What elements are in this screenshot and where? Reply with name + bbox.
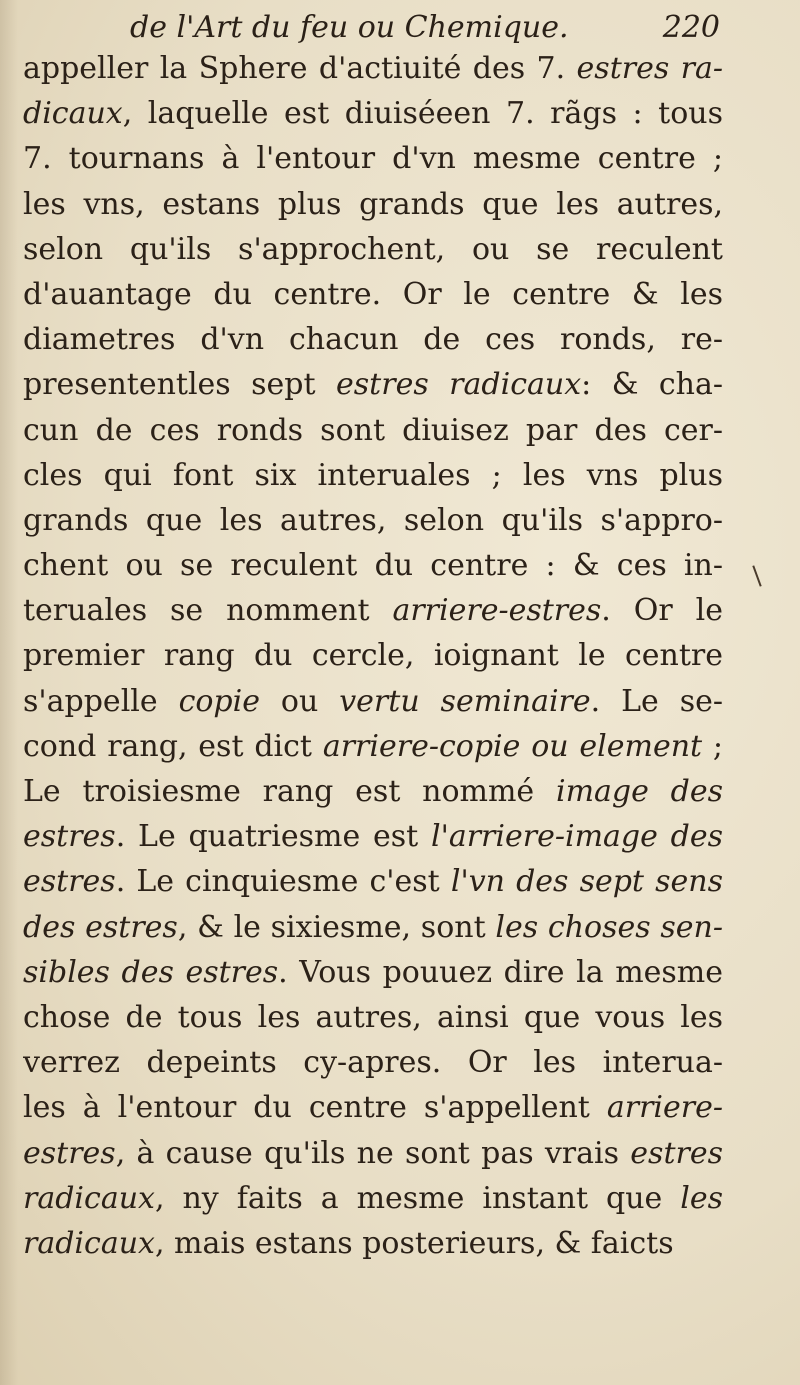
text-line bbox=[23, 543, 723, 588]
text-line bbox=[23, 46, 723, 91]
text-segment: chose de tous les autres, ainsi que vous les bbox=[23, 999, 723, 1035]
text-line bbox=[23, 1176, 723, 1221]
italic-text-segment: dicaux bbox=[23, 96, 123, 132]
italic-text-segment: des estres bbox=[23, 909, 178, 945]
italic-text-segment: sibles des estres bbox=[23, 954, 279, 990]
text-segment: Le troisiesme rang est nommé bbox=[23, 774, 556, 809]
text-segment: 7. tournans à l'entour d'vn mesme centre ; bbox=[23, 141, 723, 177]
running-header bbox=[130, 8, 720, 48]
text-line bbox=[23, 1040, 723, 1085]
italic-text-segment: estres bbox=[23, 819, 116, 855]
text-line bbox=[23, 633, 723, 678]
italic-text-segment: l'vn des sept sens bbox=[450, 864, 723, 900]
text-line bbox=[23, 317, 723, 362]
text-segment: , mais estans posterieurs, & faicts bbox=[154, 1225, 674, 1261]
text-segment: . Le quatriesme est bbox=[115, 819, 431, 855]
text-line bbox=[23, 679, 723, 724]
text-segment: selon qu'ils s'approchent, ou se reculent bbox=[23, 231, 723, 267]
text-segment: presententles sept bbox=[23, 367, 337, 403]
text-segment: diametres d'vn chacun de ces ronds, re- bbox=[23, 322, 723, 358]
italic-text-segment: arriere-estres bbox=[392, 593, 602, 629]
margin-mark bbox=[752, 565, 761, 586]
text-segment: , ny faits a mesme instant que bbox=[154, 1180, 681, 1216]
text-line bbox=[23, 227, 723, 272]
italic-text-segment: arriere-copie ou element bbox=[322, 728, 703, 764]
text-line bbox=[23, 182, 723, 227]
text-segment: s'appelle bbox=[23, 683, 179, 719]
text-line bbox=[23, 905, 723, 950]
text-segment: cond rang, est dict bbox=[23, 728, 323, 764]
text-segment: : & cha- bbox=[581, 367, 723, 403]
text-segment: cles qui font six interuales ; les vns plus bbox=[23, 457, 723, 493]
running-title: de l'Art du feu ou Chemique. bbox=[130, 10, 569, 45]
text-line bbox=[23, 453, 723, 498]
text-line bbox=[23, 859, 723, 904]
text-segment: . Le cinquiesme c'est bbox=[115, 864, 451, 900]
text-segment: , & le sixiesme, sont bbox=[177, 909, 496, 945]
text-segment: verrez depeints cy-apres. Or les interua- bbox=[23, 1045, 723, 1081]
text-line bbox=[23, 362, 723, 407]
text-line bbox=[23, 408, 723, 453]
text-line bbox=[23, 724, 723, 769]
text-line bbox=[23, 272, 723, 317]
italic-text-segment: copie bbox=[178, 683, 260, 719]
italic-text-segment: image des bbox=[555, 774, 723, 809]
text-segment: appeller la Sphere d'actiuité des 7. bbox=[23, 51, 577, 86]
text-line bbox=[23, 950, 723, 995]
text-segment: ; bbox=[702, 728, 723, 764]
text-segment: grands que les autres, selon qu'ils s'appro- bbox=[23, 502, 723, 538]
text-line bbox=[23, 588, 723, 633]
text-segment: . Or le bbox=[601, 593, 723, 629]
italic-text-segment: estres bbox=[23, 864, 116, 900]
text-line bbox=[23, 995, 723, 1040]
italic-text-segment: radicaux bbox=[23, 1225, 155, 1261]
text-segment: les vns, estans plus grands que les autres, bbox=[23, 186, 723, 222]
text-line bbox=[23, 1131, 723, 1176]
text-line bbox=[23, 498, 723, 543]
text-line bbox=[23, 769, 723, 814]
page-number: 220 bbox=[662, 10, 720, 45]
italic-text-segment: estres radicaux bbox=[336, 367, 582, 403]
text-segment: . Vous pouuez dire la mesme bbox=[278, 954, 723, 990]
text-segment: . Le se- bbox=[590, 683, 723, 719]
text-line bbox=[23, 91, 723, 136]
text-line bbox=[23, 814, 723, 859]
italic-text-segment: les bbox=[680, 1180, 723, 1216]
italic-text-segment: les choses sen- bbox=[495, 909, 723, 945]
text-line bbox=[23, 136, 723, 181]
italic-text-segment: radicaux bbox=[23, 1180, 155, 1216]
text-segment: d'auantage du centre. Or le centre & les bbox=[23, 276, 723, 312]
text-segment: chent ou se reculent du centre : & ces in- bbox=[23, 548, 723, 584]
italic-text-segment: estres ra- bbox=[576, 51, 723, 86]
text-segment: ou bbox=[259, 683, 340, 719]
text-line bbox=[23, 1085, 723, 1130]
italic-text-segment: vertu seminaire bbox=[339, 683, 591, 719]
text-segment: , à cause qu'ils ne sont pas vrais bbox=[115, 1135, 631, 1171]
italic-text-segment: estres bbox=[23, 1135, 116, 1171]
italic-text-segment: estres bbox=[630, 1135, 723, 1171]
text-segment: les à l'entour du centre s'appellent bbox=[23, 1090, 607, 1126]
text-line bbox=[23, 1221, 723, 1266]
italic-text-segment: l'arriere-image des bbox=[430, 819, 723, 855]
text-segment: premier rang du cercle, ioignant le centre bbox=[23, 638, 723, 674]
text-segment: cun de ces ronds sont diuisez par des cer- bbox=[23, 412, 723, 448]
text-segment: teruales se nomment bbox=[23, 593, 393, 629]
italic-text-segment: arriere- bbox=[606, 1090, 723, 1126]
page-gutter-shadow bbox=[0, 0, 18, 1385]
text-segment: , laquelle est diuiséeen 7. rãgs : tous bbox=[122, 96, 723, 132]
body-text bbox=[23, 46, 723, 1266]
